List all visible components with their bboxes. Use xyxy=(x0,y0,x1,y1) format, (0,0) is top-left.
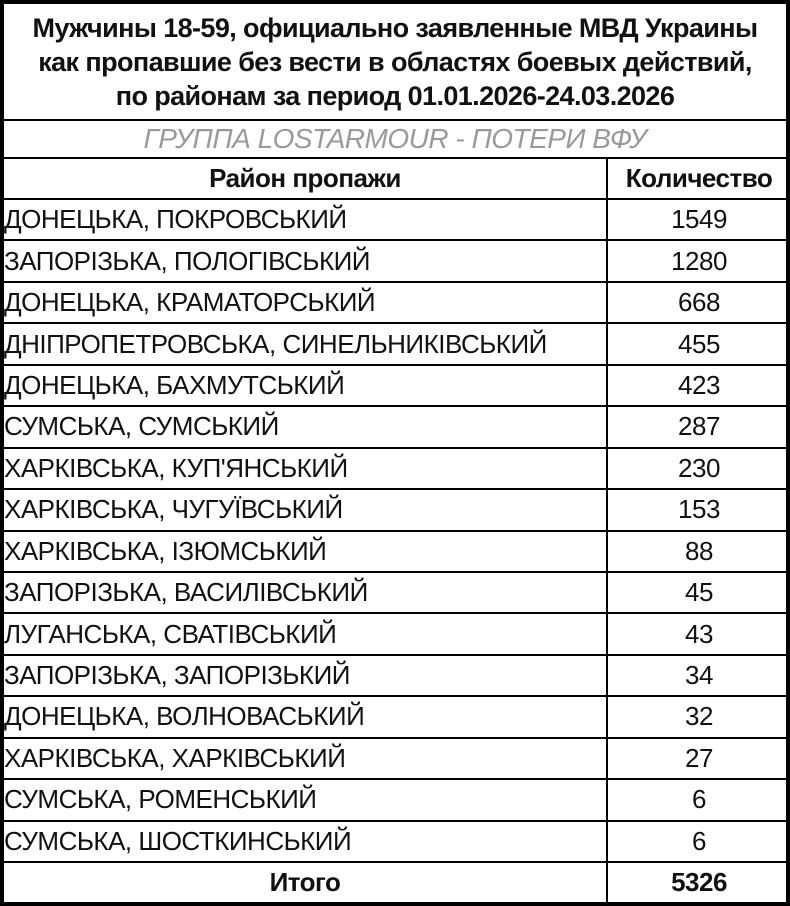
table-row xyxy=(4,489,790,530)
title-line-2: как пропавшие без вести в областях боевых действий, xyxy=(38,47,752,77)
count-cell: 6 xyxy=(607,779,790,820)
table-row xyxy=(4,199,790,240)
region-cell: СУМСЬКА, ШОСТКИНСЬКИЙ xyxy=(4,821,607,862)
total-value: 5326 xyxy=(607,862,790,902)
count-cell: 45 xyxy=(607,572,790,613)
region-cell: ХАРКІВСЬКА, ЧУГУЇВСЬКИЙ xyxy=(4,489,607,530)
table-row xyxy=(4,531,790,572)
region-cell: ЗАПОРІЗЬКА, ВАСИЛІВСЬКИЙ xyxy=(4,572,607,613)
region-cell: ДОНЕЦЬКА, КРАМАТОРСЬКИЙ xyxy=(4,282,607,323)
table-row xyxy=(4,406,790,447)
table-header-row xyxy=(4,159,790,199)
region-cell: ХАРКІВСЬКА, ІЗЮМСЬКИЙ xyxy=(4,531,607,572)
count-cell: 287 xyxy=(607,406,790,447)
table-row xyxy=(4,282,790,323)
table-row xyxy=(4,365,790,406)
count-cell: 455 xyxy=(607,323,790,364)
region-cell: ДНІПРОПЕТРОВСЬКА, СИНЕЛЬНИКІВСЬКИЙ xyxy=(4,323,607,364)
column-header-region: Район пропажи xyxy=(4,159,607,199)
table-row xyxy=(4,696,790,737)
region-cell: СУМСЬКА, РОМЕНСЬКИЙ xyxy=(4,779,607,820)
count-cell: 668 xyxy=(607,282,790,323)
region-cell: ХАРКІВСЬКА, ХАРКІВСЬКИЙ xyxy=(4,738,607,779)
column-header-count: Количество xyxy=(607,159,790,199)
count-cell: 153 xyxy=(607,489,790,530)
table-row xyxy=(4,821,790,862)
region-cell: ДОНЕЦЬКА, БАХМУТСЬКИЙ xyxy=(4,365,607,406)
table-row xyxy=(4,655,790,696)
title-line-3: по районам за период 01.01.2026-24.03.2026 xyxy=(115,81,675,111)
region-cell: ДОНЕЦЬКА, ПОКРОВСЬКИЙ xyxy=(4,199,607,240)
region-cell: СУМСЬКА, СУМСЬКИЙ xyxy=(4,406,607,447)
count-cell: 27 xyxy=(607,738,790,779)
count-cell: 88 xyxy=(607,531,790,572)
table-row xyxy=(4,323,790,364)
count-cell: 423 xyxy=(607,365,790,406)
table-row xyxy=(4,613,790,654)
region-cell: ЗАПОРІЗЬКА, ЗАПОРІЗЬКИЙ xyxy=(4,655,607,696)
region-cell: ХАРКІВСЬКА, КУП'ЯНСЬКИЙ xyxy=(4,448,607,489)
count-cell: 32 xyxy=(607,696,790,737)
table-row xyxy=(4,738,790,779)
missing-persons-table xyxy=(4,159,790,902)
page-title xyxy=(4,4,786,121)
table-body xyxy=(4,199,790,862)
count-cell: 1549 xyxy=(607,199,790,240)
table-row xyxy=(4,779,790,820)
count-cell: 34 xyxy=(607,655,790,696)
group-watermark: ГРУППА LOSTARMOUR - ПОТЕРИ ВФУ xyxy=(4,121,786,159)
count-cell: 230 xyxy=(607,448,790,489)
table-row xyxy=(4,448,790,489)
title-line-1: Мужчины 18-59, официально заявленные МВД Украины xyxy=(32,13,758,43)
table-row xyxy=(4,240,790,281)
region-cell: ЛУГАНСЬКА, СВАТІВСЬКИЙ xyxy=(4,613,607,654)
table-total-row xyxy=(4,862,790,902)
region-cell: ЗАПОРІЗЬКА, ПОЛОГІВСЬКИЙ xyxy=(4,240,607,281)
count-cell: 43 xyxy=(607,613,790,654)
count-cell: 6 xyxy=(607,821,790,862)
count-cell: 1280 xyxy=(607,240,790,281)
table-row xyxy=(4,572,790,613)
region-cell: ДОНЕЦЬКА, ВОЛНОВАСЬКИЙ xyxy=(4,696,607,737)
total-label: Итого xyxy=(4,862,607,902)
